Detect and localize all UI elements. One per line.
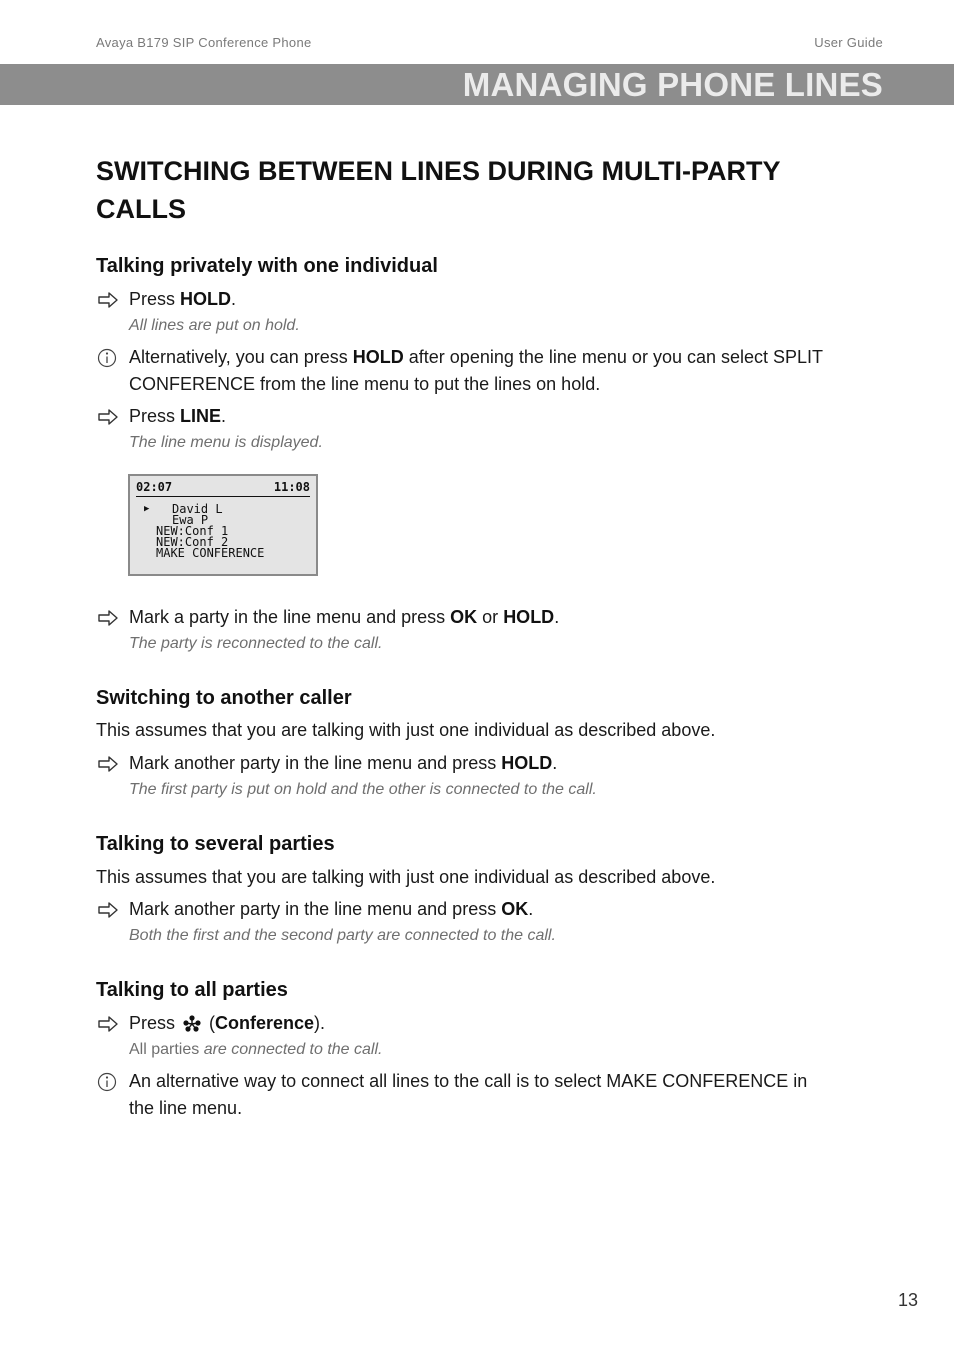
step-mark-another-ok: Mark another party in the line menu and press OK. <box>96 896 826 923</box>
section-intro: This assumes that you are talking with just one individual as described above. <box>96 720 716 740</box>
page-number: 13 <box>897 1290 918 1310</box>
key-hold: HOLD <box>501 753 553 773</box>
step-press-hold: Press HOLD. <box>96 286 826 313</box>
arrow-right-icon <box>96 407 120 427</box>
key-line: LINE <box>180 406 222 426</box>
chapter-title: MANAGING PHONE LINES <box>462 66 883 103</box>
triangle-right-icon: ▶ <box>144 504 150 514</box>
section-heading-several: Talking to several parties <box>96 833 335 855</box>
info-note-make-conference: An alternative way to connect all lines to the call is to select MAKE CONFERENCE in the line menu. <box>96 1068 826 1122</box>
section-heading-all: Talking to all parties <box>96 979 288 1001</box>
info-note-hold: Alternatively, you can press HOLD after opening the line menu or you can select SPLIT CONFERENCE from the line menu to put the lines on hold. <box>96 344 826 398</box>
key-ok: OK <box>450 607 478 627</box>
step-result: All parties are connected to the call. <box>129 1041 383 1058</box>
display-clock: 11:08 <box>273 480 310 494</box>
step-mark-party: Mark a party in the line menu and press OK or HOLD. <box>96 604 826 631</box>
step-press-line: Press LINE. <box>96 403 826 430</box>
key-hold: HOLD <box>503 607 555 627</box>
line-menu-display <box>128 474 318 576</box>
info-icon <box>96 348 120 368</box>
display-line: Ewa P <box>172 513 209 527</box>
arrow-right-icon <box>96 290 120 310</box>
page-title: SWITCHING BETWEEN LINES DURING MULTI-PARTY CALLS <box>96 156 780 224</box>
arrow-right-icon <box>96 1014 120 1034</box>
step-result: The party is reconnected to the call. <box>129 635 383 652</box>
step-result: All lines are put on hold. <box>129 317 300 334</box>
display-line: MAKE CONFERENCE <box>156 546 265 560</box>
key-ok: OK <box>501 899 529 919</box>
chapter-band <box>0 64 954 105</box>
info-icon <box>96 1072 120 1092</box>
display-line: NEW:Conf 2 <box>156 535 229 549</box>
step-mark-another-hold: Mark another party in the line menu and press HOLD. <box>96 750 826 777</box>
arrow-right-icon <box>96 754 120 774</box>
section-intro: This assumes that you are talking with just one individual as described above. <box>96 867 716 887</box>
arrow-right-icon <box>96 900 120 920</box>
section-heading-private: Talking privately with one individual <box>96 255 438 277</box>
arrow-right-icon <box>96 608 120 628</box>
step-result: Both the first and the second party are connected to the call. <box>129 927 556 944</box>
key-conference: Conference <box>215 1013 315 1033</box>
step-result: The first party is put on hold and the other is connected to the call. <box>129 781 597 798</box>
key-hold: HOLD <box>180 289 232 309</box>
conference-icon <box>182 1014 202 1032</box>
header-product: Avaya B179 SIP Conference Phone <box>96 35 312 50</box>
display-call-timer: 02:07 <box>136 480 173 494</box>
display-line: NEW:Conf 1 <box>156 524 229 538</box>
display-line: David L <box>172 502 223 516</box>
step-press-conference: Press (Conference). <box>96 1010 826 1037</box>
display-status-bar <box>136 480 310 497</box>
key-hold: HOLD <box>352 347 404 367</box>
step-result: The line menu is displayed. <box>129 434 323 451</box>
section-heading-switching: Switching to another caller <box>96 687 352 709</box>
header-doc-type: User Guide <box>814 35 883 50</box>
